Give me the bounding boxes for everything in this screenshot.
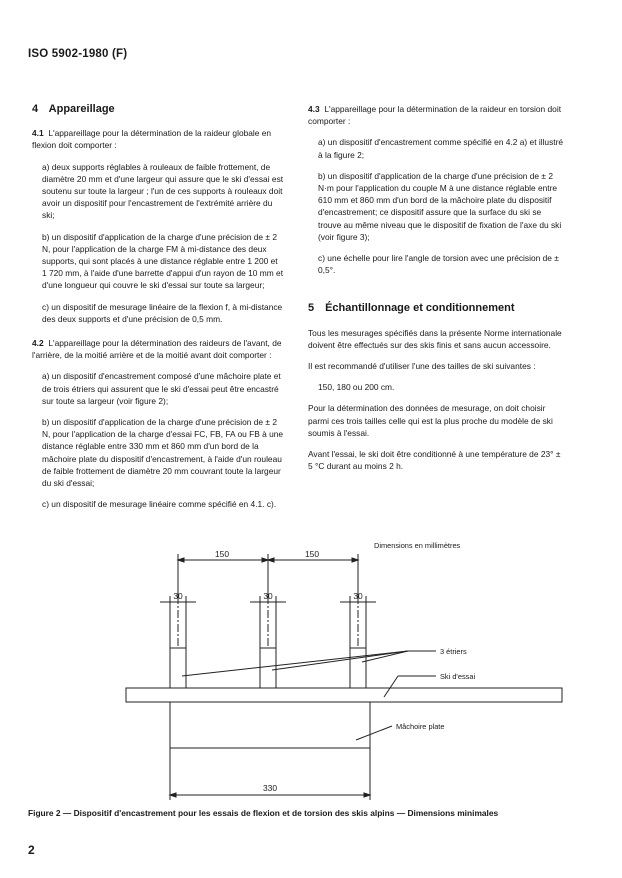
leader-line <box>272 651 408 670</box>
section-5-heading <box>308 302 564 314</box>
stirrup <box>170 648 186 688</box>
paragraph-4-1 <box>32 127 284 151</box>
dimension-label: 150 <box>215 549 229 559</box>
list-item-4-2-b: b) un dispositif d'application de la charge d'une précision de ± 2 N, pour l'application de la charge d'essai FC, FB, FA ou FB à une distance réglable entre 330 mm et 860 mm d'un bord de la mâchoire plate du dispositif d'encastrement, à l'aide d'un rouleau de faible frottement de diamètre 20 mm couvrant toute la largeur du ski d'essai; <box>42 417 284 489</box>
paragraph-4-3-text: L'appareillage pour la détermination de la raideur en torsion doit comporter : <box>308 104 562 127</box>
list-item-4-2-c: c) un dispositif de mesurage linéaire comme spécifié en 4.1. c). <box>42 499 277 510</box>
section-5-title: Échantillonnage et conditionnement <box>325 302 515 315</box>
arrow-head <box>178 558 184 562</box>
paragraph-4-1-number: 4.1 <box>32 128 44 139</box>
section-5-paragraph: Pour la détermination des données de mesurage, on doit choisir parmi ces trois tailles celle qui est la plus proche du modèle de ski soumis à l'essai. <box>308 403 553 438</box>
list-item-4-2-a: a) un dispositif d'encastrement composé d'une mâchoire plate et de trois étriers qui assurent que le ski d'essai peut être encastré sur toute sa largeur (voir figure 2); <box>42 371 281 406</box>
right-column <box>308 103 564 481</box>
dimension-label: 150 <box>305 549 319 559</box>
dimension-label: 330 <box>263 783 277 793</box>
ski-label: Ski d'essai <box>440 672 476 681</box>
test-ski <box>126 688 562 702</box>
section-4-title: Appareillage <box>48 103 115 115</box>
dimension-label: 30 <box>353 591 363 601</box>
list-item-4-1-b: b) un dispositif d'application de la charge d'une précision de ± 2 N, pour l'application de la charge FM à mi-distance des deux supports, qui sont placés à une distance réglable entre 1 200 et 1 720 mm, à l'aide d'une barrette d'appui d'un rayon de 10 mm et d'une longueur qui couvre le ski d'essai sur toute sa largeur; <box>42 231 284 291</box>
section-4-heading <box>32 103 284 115</box>
left-column <box>32 103 284 519</box>
figure-2-drawing <box>0 540 622 805</box>
figure-dimension-note: Dimensions en millimètres <box>374 541 461 550</box>
page-number: 2 <box>28 843 35 857</box>
arrow-head <box>364 793 370 797</box>
paragraph-4-2 <box>32 337 284 361</box>
arrow-head <box>268 558 274 562</box>
list-item-4-1-a: a) deux supports réglables à rouleaux de faible frottement, de diamètre 20 mm et d'une largeur qui assure que le ski d'essai est soutenu sur toute la largeur ; l'un de ces supports à rouleaux doit avoir un dispositif pour l'encastrement de l'extrémité arrière du ski; <box>42 161 284 221</box>
flat-jaw <box>170 702 370 748</box>
paragraph-4-1-text: L'appareillage pour la détermination de la raideur globale en flexion doit comporter : <box>32 128 272 151</box>
arrow-head <box>170 793 176 797</box>
section-5-number: 5 <box>308 302 315 315</box>
document-header: ISO 5902-1980 (F) <box>28 48 128 60</box>
paragraph-4-2-text: L'appareillage pour la détermination des raideurs de l'avant, de l'arrière, de la moitié arrière et de la moitié avant doit comporter : <box>32 338 282 361</box>
paragraph-4-2-number: 4.2 <box>32 338 44 349</box>
dimension-label: 30 <box>263 591 273 601</box>
section-5-paragraph: Avant l'essai, le ski doit être conditionné à une température de 23° ± 5 °C durant au moins 2 h. <box>308 449 561 472</box>
paragraph-4-3-number: 4.3 <box>308 104 320 114</box>
figure-caption: Figure 2 — Dispositif d'encastrement pour les essais de flexion et de torsion des skis alpins — Dimensions minimales <box>28 808 499 818</box>
leader-line <box>182 651 408 676</box>
section-4-number: 4 <box>32 103 39 115</box>
stirrup <box>260 648 276 688</box>
list-item-4-3-c: c) une échelle pour lire l'angle de torsion avec une précision de ± 0,5°. <box>318 253 559 276</box>
section-5-paragraph: Il est recommandé d'utiliser l'une des tailles de ski suivantes : <box>308 361 536 372</box>
jaw-label: Mâchoire plate <box>396 722 445 731</box>
list-item-4-3-b: b) un dispositif d'application de la charge d'une précision de ± 2 N·m pour l'application du couple M à une distance réglable entre 610 mm et 860 mm d'un bord de la mâchoire plate du dispositif d'encastrement; ce dispositif assure que la surface du ski se trouve au même niveau que le dispositif de fixation de l'axe du ski (voir figure 3); <box>318 170 562 242</box>
paragraph-4-3 <box>308 103 564 127</box>
dimension-label: 30 <box>173 591 183 601</box>
list-item-4-3-a: a) un dispositif d'encastrement comme spécifié en 4.2 a) et illustré à la figure 2; <box>318 137 564 160</box>
stirrup <box>350 648 366 688</box>
arrow-head <box>352 558 358 562</box>
section-5-paragraph: 150, 180 ou 200 cm. <box>318 382 395 393</box>
section-5-paragraph: Tous les mesurages spécifiés dans la présente Norme internationale doivent être effectués sur des skis finis et sans aucun accessoire. <box>308 327 562 350</box>
list-item-4-1-c: c) un dispositif de mesurage linéaire de la flexion f, à mi-distance des deux supports et d'une précision de 0,5 mm. <box>42 301 283 324</box>
stirrups-label: 3 étriers <box>440 647 467 656</box>
